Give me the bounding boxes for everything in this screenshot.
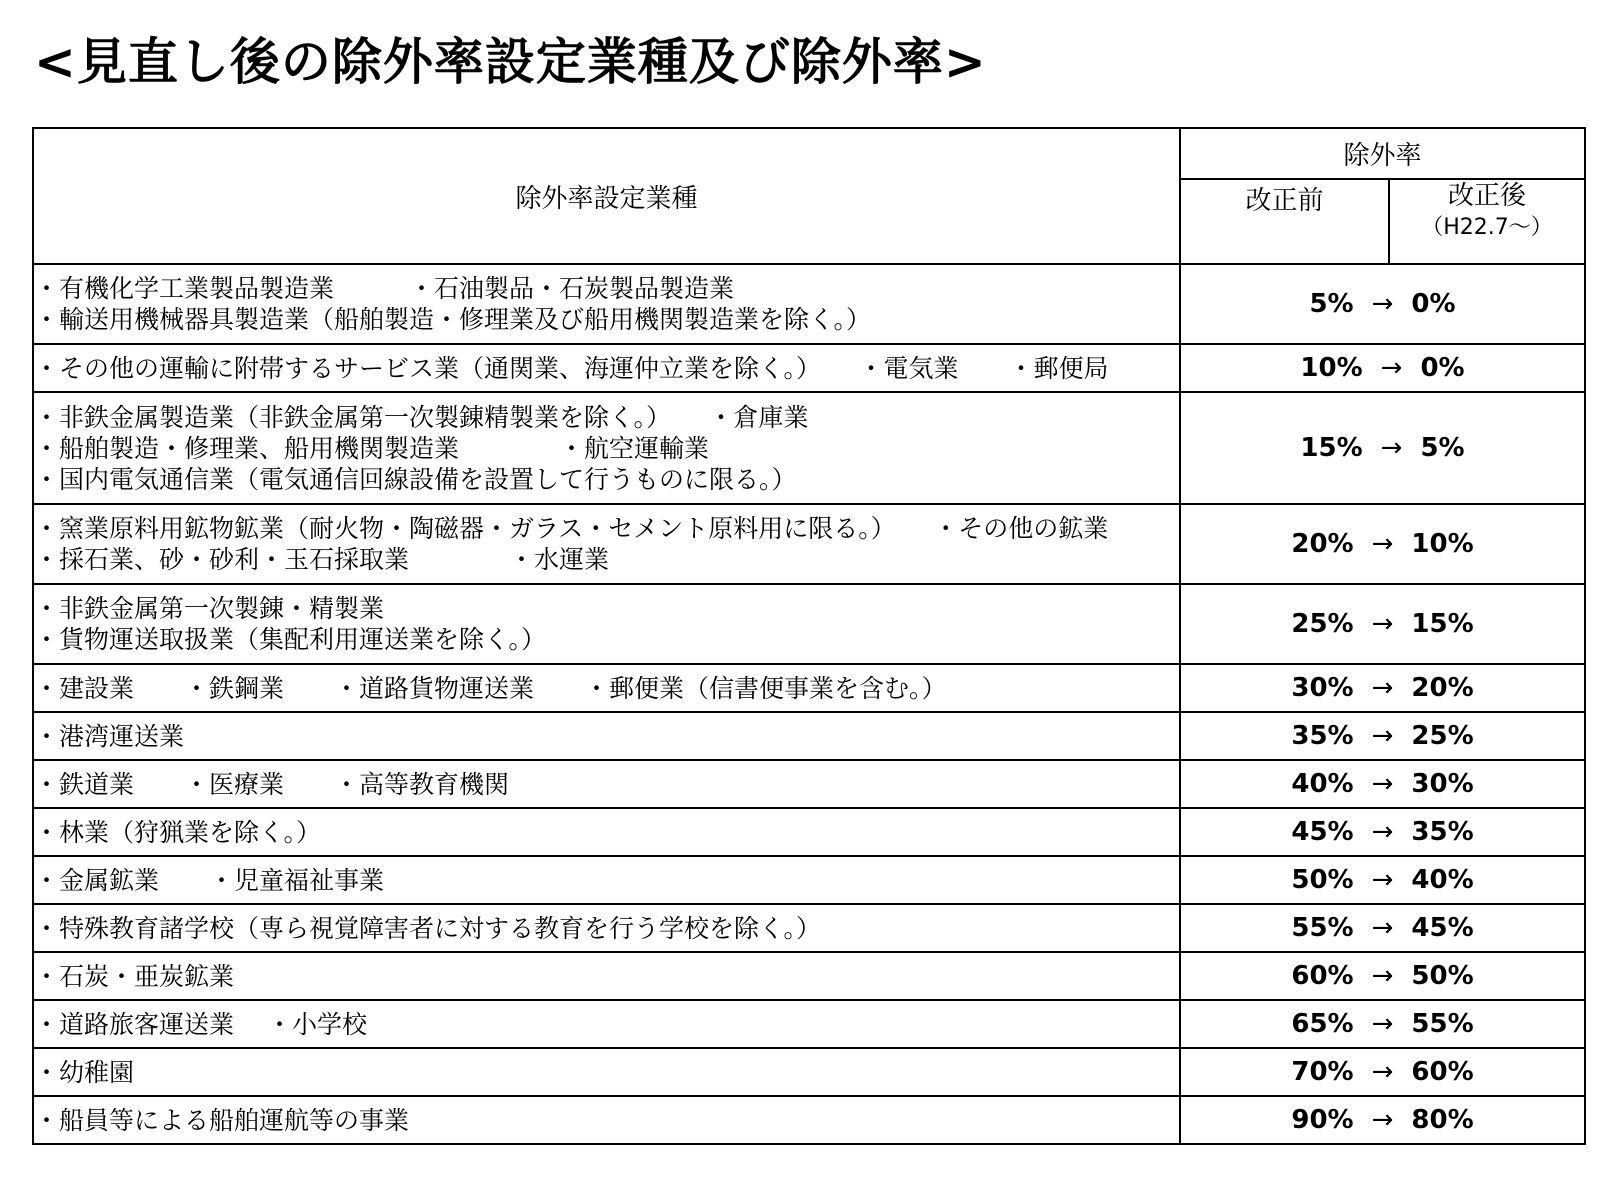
rate-before: 55% <box>1291 913 1354 943</box>
arrow-right-icon: → <box>1380 433 1403 463</box>
before-revision-header <box>1180 179 1389 264</box>
rate-before: 40% <box>1291 769 1354 799</box>
table-row <box>33 904 1585 952</box>
industry-line: ・鉄道業 ・医療業 ・高等教育機関 <box>34 769 510 799</box>
before-revision-label: 改正前 <box>1245 185 1324 216</box>
after-revision-date-note: （H22.7～） <box>1421 214 1553 240</box>
page-title: <見直し後の除外率設定業種及び除外率> <box>34 33 987 91</box>
table-row <box>33 1000 1585 1048</box>
after-revision-label: 改正後 <box>1448 180 1527 211</box>
industry-line: ・国内電気通信業（電気通信回線設備を設置して行うものに限る。） <box>34 464 797 494</box>
rate-change-cell <box>1180 952 1585 1000</box>
arrow-right-icon: → <box>1371 673 1394 703</box>
exclusion-rate-group-header: 除外率 <box>1180 128 1585 179</box>
rate-before: 5% <box>1309 289 1354 319</box>
arrow-right-icon: → <box>1371 529 1394 559</box>
rate-change-cell <box>1180 264 1585 344</box>
arrow-right-icon: → <box>1371 769 1394 799</box>
industry-cell <box>33 504 1180 584</box>
exclusion-rate-table <box>32 127 1586 1145</box>
arrow-right-icon: → <box>1371 609 1394 639</box>
industry-cell <box>33 1096 1180 1144</box>
rate-change-cell <box>1180 344 1585 392</box>
rate-before: 10% <box>1300 353 1363 383</box>
rate-change-cell <box>1180 1048 1585 1096</box>
industry-cell <box>33 760 1180 808</box>
arrow-right-icon: → <box>1380 353 1403 383</box>
industry-cell <box>33 1000 1180 1048</box>
table-row <box>33 952 1585 1000</box>
table-body <box>33 264 1585 1144</box>
table-row <box>33 392 1585 504</box>
industry-cell <box>33 264 1180 344</box>
arrow-right-icon: → <box>1371 721 1394 751</box>
industry-cell <box>33 904 1180 952</box>
industry-line: ・非鉄金属第一次製錬・精製業 <box>34 594 385 623</box>
industry-cell <box>33 952 1180 1000</box>
rate-change-cell <box>1180 760 1585 808</box>
industry-line: ・特殊教育諸学校（専ら視覚障害者に対する教育を行う学校を除く。） <box>34 913 822 943</box>
rate-after: 35% <box>1411 817 1474 847</box>
arrow-right-icon: → <box>1371 817 1394 847</box>
rate-after: 60% <box>1411 1057 1474 1087</box>
rate-before: 35% <box>1291 721 1354 751</box>
industry-line: ・有機化学工業製品製造業 ・石油製品・石炭製品製造業 <box>34 274 735 303</box>
industry-line: ・林業（狩猟業を除く。） <box>34 817 322 847</box>
rate-change-cell <box>1180 1000 1585 1048</box>
table-row <box>33 1048 1585 1096</box>
arrow-right-icon: → <box>1371 289 1394 319</box>
table-row <box>33 504 1585 584</box>
arrow-right-icon: → <box>1371 865 1394 895</box>
rate-change-cell <box>1180 856 1585 904</box>
rate-before: 70% <box>1291 1057 1354 1087</box>
rate-before: 65% <box>1291 1009 1354 1039</box>
rate-after: 15% <box>1411 609 1474 639</box>
arrow-right-icon: → <box>1371 961 1394 991</box>
rate-after: 10% <box>1411 529 1474 559</box>
industry-line: ・金属鉱業 ・児童福祉事業 <box>34 865 385 895</box>
table-row <box>33 856 1585 904</box>
rate-after: 50% <box>1411 961 1474 991</box>
arrow-right-icon: → <box>1371 913 1394 943</box>
rate-before: 45% <box>1291 817 1354 847</box>
rate-change-cell <box>1180 504 1585 584</box>
rate-before: 20% <box>1291 529 1354 559</box>
industry-line: ・貨物運送取扱業（集配利用運送業を除く。） <box>34 625 547 654</box>
table-row <box>33 664 1585 712</box>
rate-after: 20% <box>1411 673 1474 703</box>
rate-change-cell <box>1180 392 1585 504</box>
rate-after: 0% <box>1420 353 1465 383</box>
after-revision-header <box>1389 179 1585 264</box>
industry-cell <box>33 712 1180 760</box>
table-row <box>33 1096 1585 1144</box>
rate-after: 40% <box>1411 865 1474 895</box>
industry-line: ・石炭・亜炭鉱業 <box>34 961 235 991</box>
industry-cell <box>33 664 1180 712</box>
rate-change-cell <box>1180 808 1585 856</box>
rate-after: 55% <box>1411 1009 1474 1039</box>
industry-cell <box>33 1048 1180 1096</box>
rate-after: 5% <box>1420 433 1465 463</box>
industry-line: ・非鉄金属製造業（非鉄金属第一次製錬精製業を除く。） ・倉庫業 <box>34 402 809 432</box>
rate-change-cell <box>1180 584 1585 664</box>
arrow-right-icon: → <box>1371 1105 1394 1135</box>
industry-line: ・船員等による船舶運航等の事業 <box>34 1105 410 1135</box>
rate-change-cell <box>1180 664 1585 712</box>
table-row <box>33 344 1585 392</box>
rate-after: 45% <box>1411 913 1474 943</box>
rate-before: 30% <box>1291 673 1354 703</box>
industry-line: ・建設業 ・鉄鋼業 ・道路貨物運送業 ・郵便業（信書便事業を含む。） <box>34 673 947 703</box>
rate-before: 15% <box>1300 433 1363 463</box>
industry-line: ・輸送用機械器具製造業（船舶製造・修理業及び船用機関製造業を除く。） <box>34 305 872 334</box>
rate-change-cell <box>1180 904 1585 952</box>
industry-line: ・船舶製造・修理業、船用機関製造業 ・航空運輸業 <box>34 433 710 463</box>
table-row <box>33 760 1585 808</box>
industry-line: ・採石業、砂・砂利・玉石採取業 ・水運業 <box>34 545 610 574</box>
industry-cell <box>33 808 1180 856</box>
table-row <box>33 712 1585 760</box>
table-row <box>33 584 1585 664</box>
arrow-right-icon: → <box>1371 1057 1394 1087</box>
industry-line: ・その他の運輸に附帯するサービス業（通関業、海運仲立業を除く。） ・電気業 ・郵便局 <box>34 353 1109 383</box>
industry-line: ・窯業原料用鉱物鉱業（耐火物・陶磁器・ガラス・セメント原料用に限る。） ・その他の鉱業 <box>34 514 1109 543</box>
industry-line: ・幼稚園 <box>34 1057 135 1087</box>
rate-before: 90% <box>1291 1105 1354 1135</box>
table-header <box>33 128 1585 264</box>
rate-after: 80% <box>1411 1105 1474 1135</box>
rate-after: 30% <box>1411 769 1474 799</box>
rate-before: 25% <box>1291 609 1354 639</box>
industry-cell <box>33 392 1180 504</box>
industry-cell <box>33 856 1180 904</box>
table-row <box>33 808 1585 856</box>
rate-before: 50% <box>1291 865 1354 895</box>
industry-cell <box>33 584 1180 664</box>
rate-after: 0% <box>1411 289 1456 319</box>
arrow-right-icon: → <box>1371 1009 1394 1039</box>
industry-cell <box>33 344 1180 392</box>
rate-before: 60% <box>1291 961 1354 991</box>
rate-change-cell <box>1180 712 1585 760</box>
rate-after: 25% <box>1411 721 1474 751</box>
table-row <box>33 264 1585 344</box>
industry-line: ・道路旅客運送業 ・小学校 <box>34 1009 367 1039</box>
industry-line: ・港湾運送業 <box>34 721 185 751</box>
industry-column-header: 除外率設定業種 <box>33 128 1180 264</box>
rate-change-cell <box>1180 1096 1585 1144</box>
